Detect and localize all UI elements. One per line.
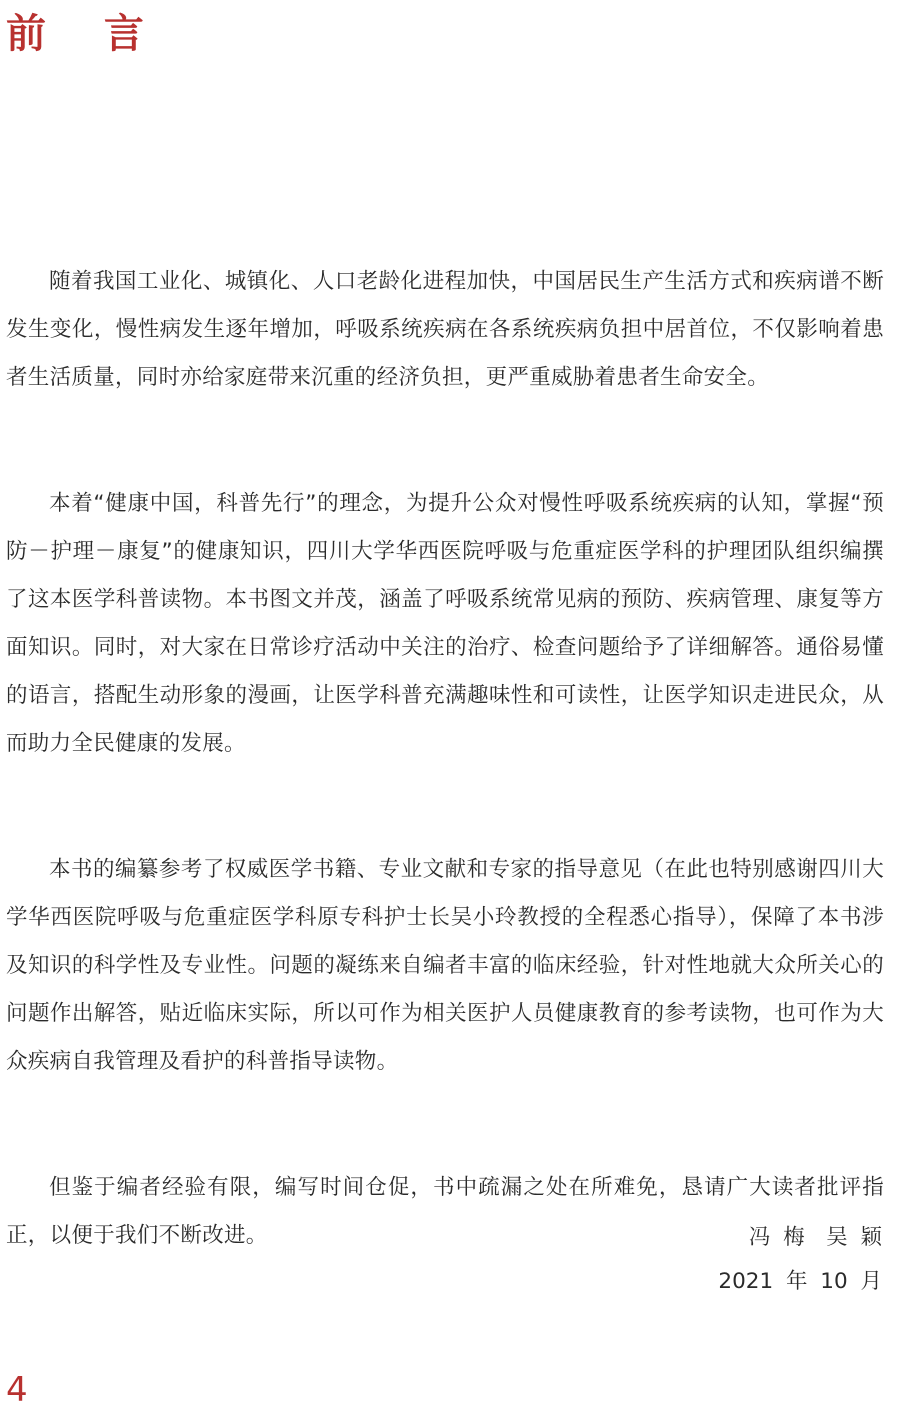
signature-date: 2021 年 10 月 bbox=[718, 1269, 882, 1294]
preface-body bbox=[6, 258, 884, 1260]
paragraph-1: 随着我国工业化、城镇化、人口老龄化进程加快，中国居民生产生活方式和疾病谱不断发生变化，慢性病发生逐年增加，呼吸系统疾病在各系统疾病负担中居首位，不仅影响着患者生活质量，同时亦给家庭带来沉重的经济负担，更严重威胁着患者生命安全。 bbox=[6, 269, 884, 390]
paragraph-4: 但鉴于编者经验有限，编写时间仓促，书中疏漏之处在所难免，恳请广大读者批评指正，以便于我们不断改进。 bbox=[6, 1175, 884, 1248]
author-names: 冯 梅 吴 颖 bbox=[748, 1225, 882, 1250]
paragraph-2: 本着“健康中国，科普先行”的理念，为提升公众对慢性呼吸系统疾病的认知，掌握“预防－护理－康复”的健康知识，四川大学华西医院呼吸与危重症医学科的护理团队组织编撰了这本医学科普读物。本书图文并茂，涵盖了呼吸系统常见病的预防、疾病管理、康复等方面知识。同时，对大家在日常诊疗活动中关注的治疗、检查问题给予了详细解答。通俗易懂的语言，搭配生动形象的漫画，让医学科普充满趣味性和可读性，让医学知识走进民众，从而助力全民健康的发展。 bbox=[6, 491, 884, 756]
paragraph-3: 本书的编纂参考了权威医学书籍、专业文献和专家的指导意见（在此也特别感谢四川大学华西医院呼吸与危重症医学科原专科护士长吴小玲教授的全程悉心指导），保障了本书涉及知识的科学性及专业性。问题的凝练来自编者丰富的临床经验，针对性地就大众所关心的问题作出解答，贴近临床实际，所以可作为相关医护人员健康教育的参考读物，也可作为大众疾病自我管理及看护的科普指导读物。 bbox=[6, 857, 884, 1074]
signature-block bbox=[718, 1218, 882, 1306]
page-number: 4 bbox=[6, 1370, 28, 1410]
page-title: 前 言 bbox=[6, 11, 166, 57]
